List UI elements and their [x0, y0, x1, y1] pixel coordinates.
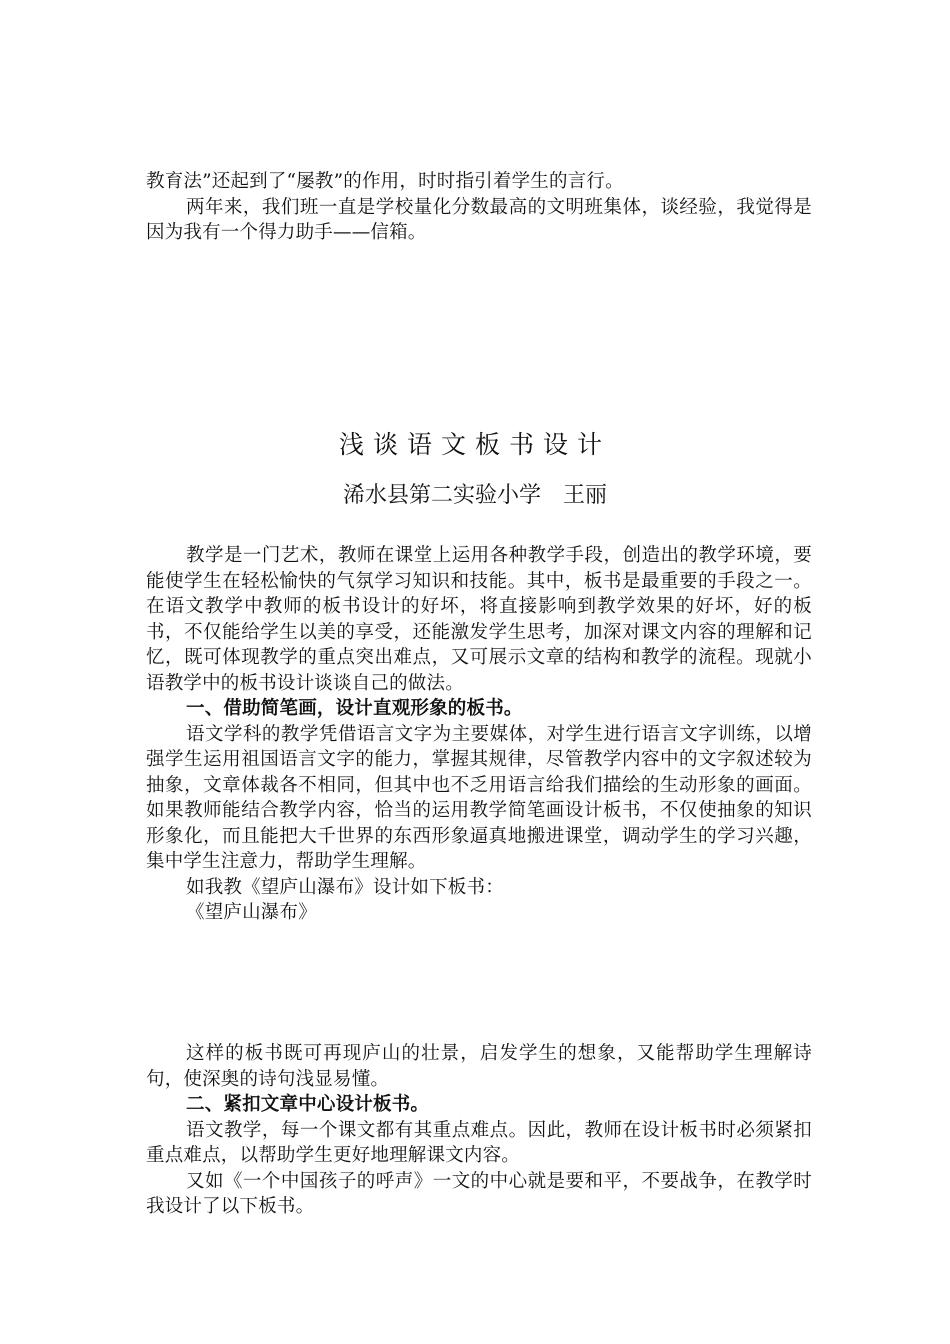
previous-article-ending — [146, 169, 812, 246]
paragraph: 这样的板书既可再现庐山的壮景，启发学生的想象，又能帮助学生理解诗句，使深奥的诗句浅显易懂。 — [146, 1043, 812, 1090]
paragraph: 语文教学，每一个课文都有其重点难点。因此，教师在设计板书时必须紧扣重点难点，以帮助学生更好地理解课文内容。 — [146, 1119, 812, 1166]
section-heading-2: 二、紧扣文章中心设计板书。 — [186, 1094, 430, 1115]
paragraph: 又如《一个中国孩子的呼声》一文的中心就是要和平，不要战争，在教学时我设计了以下板书。 — [146, 1170, 812, 1217]
article-title: 浅谈语文板书设计 — [338, 430, 611, 459]
article-author: 浠水县第二实验小学 王丽 — [342, 483, 607, 508]
section-heading-1: 一、借助简笔画，设计直观形象的板书。 — [186, 698, 523, 719]
paragraph: 如我教《望庐山瀑布》设计如下板书： — [186, 876, 504, 898]
article-body-part-1 — [146, 543, 812, 926]
board-title: 《望庐山瀑布》 — [186, 902, 317, 923]
article-body-part-2 — [146, 1041, 812, 1220]
paragraph: 教育法”还起到了“屡教”的作用，时时指引着学生的言行。 — [146, 171, 624, 192]
intro-paragraph: 教学是一门艺术，教师在课堂上运用各种教学手段，创造出的教学环境，要能使学生在轻松愉快的气氛学习知识和技能。其中，板书是最重要的手段之一。在语文教学中教师的板书设计的好坏，将直接影响到教学效果的好坏，好的板书，不仅能给学生以美的享受，还能激发学生思考，加深对课文内容的理解和记忆，既可体现教学的重点突出难点，又可展示文章的结构和教学的流程。现就小语教学中的板书设计谈谈自己的做法。 — [146, 545, 812, 694]
paragraph: 语文学科的教学凭借语言文字为主要媒体，对学生进行语言文字训练，以增强学生运用祖国语言文字的能力，掌握其规律，尽管教学内容中的文字叙述较为抽象，文章体裁各不相同，但其中也不乏用语言给我们描绘的生动形象的画面。如果教师能结合教学内容，恰当的运用教学简笔画设计板书，不仅使抽象的知识形象化，而且能把大千世界的东西形象逼真地搬进课堂，调动学生的学习兴趣，集中学生注意力，帮助学生理解。 — [146, 723, 812, 872]
paragraph: 两年来，我们班一直是学校量化分数最高的文明班集体，谈经验，我觉得是因为我有一个得力助手——信箱。 — [146, 196, 812, 243]
